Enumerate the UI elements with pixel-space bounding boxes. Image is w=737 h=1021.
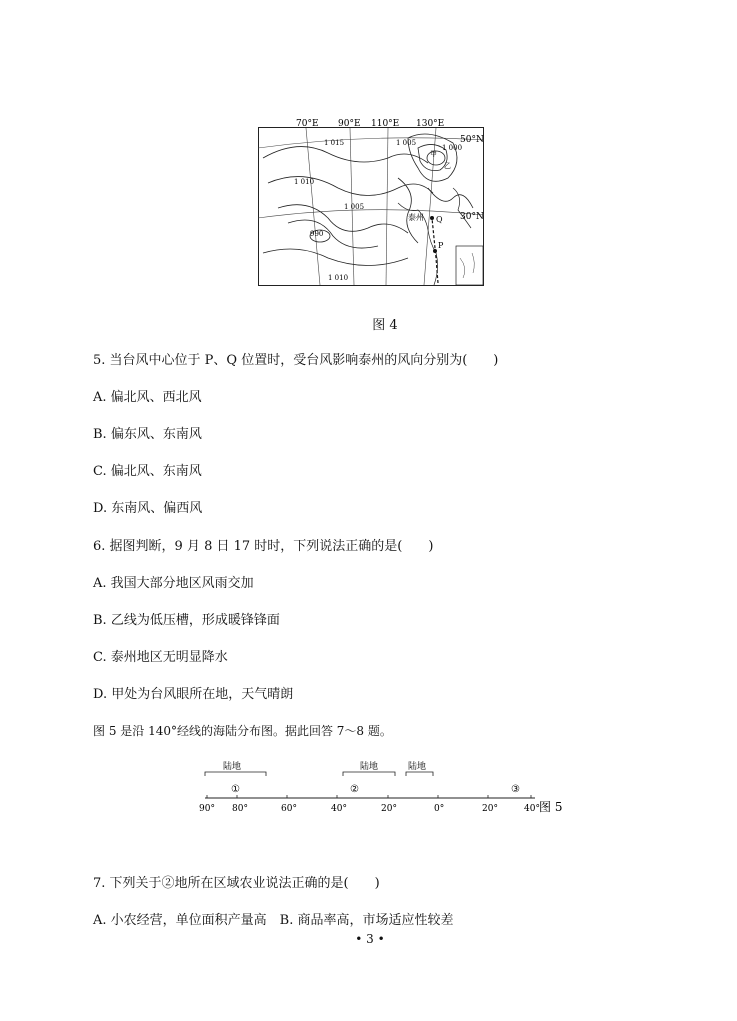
figure4-caption: 图 4 bbox=[372, 318, 398, 333]
q6-option-d[interactable]: D. 甲处为台风眼所在地，天气晴朗 bbox=[93, 687, 294, 702]
lon-label: 70°E bbox=[296, 119, 319, 129]
q5-option-c[interactable]: C. 偏北风、东南风 bbox=[93, 464, 202, 479]
question-5-stem: 5. 当台风中心位于 P、Q 位置时，受台风影响泰州的风向分别为( ) bbox=[93, 353, 499, 368]
lon-label: 130°E bbox=[416, 119, 445, 129]
q5-option-a[interactable]: A. 偏北风、西北风 bbox=[93, 390, 202, 405]
isobar-label: 1 005 bbox=[396, 139, 417, 147]
isobar-label: 1 015 bbox=[324, 139, 345, 147]
place-label-jia: 甲 bbox=[430, 150, 437, 158]
axis-tick-label: 80° bbox=[232, 804, 248, 814]
axis-tick-label: 20° bbox=[482, 804, 498, 814]
isobar-label: 990 bbox=[310, 230, 324, 238]
place-label-p: P bbox=[438, 241, 444, 250]
land-label-3: 陆地 bbox=[408, 762, 427, 772]
q6-option-a[interactable]: A. 我国大部分地区风雨交加 bbox=[93, 576, 254, 591]
isobar-label: 1 005 bbox=[344, 203, 365, 211]
place-label-taizhou: 泰州 bbox=[408, 213, 424, 222]
q5-option-d[interactable]: D. 东南风、偏西风 bbox=[93, 501, 203, 516]
axis-tick-label: 90° bbox=[199, 804, 215, 814]
isobar-label: 1 010 bbox=[294, 178, 315, 186]
figure5-intro: 图 5 是沿 140°经线的海陆分布图。据此回答 7～8 题。 bbox=[93, 724, 392, 738]
question-6-stem: 6. 据图判断，9 月 8 日 17 时时，下列说法正确的是( ) bbox=[93, 539, 434, 554]
question-7-stem: 7. 下列关于②地所在区域农业说法正确的是( ) bbox=[93, 876, 380, 891]
place-label-yi: 乙 bbox=[444, 162, 451, 170]
lat-label: 50°N bbox=[460, 135, 484, 145]
land-label-1: 陆地 bbox=[223, 762, 242, 772]
place-label-q: Q bbox=[436, 215, 443, 224]
marker-3: ③ bbox=[511, 784, 520, 795]
axis-tick-label: 40° bbox=[524, 804, 540, 814]
q6-option-b[interactable]: B. 乙线为低压槽，形成暖锋锋面 bbox=[93, 613, 280, 628]
lon-label: 90°E bbox=[338, 119, 361, 129]
q5-option-b[interactable]: B. 偏东风、东南风 bbox=[93, 427, 202, 442]
axis-tick-label: 40° bbox=[331, 804, 347, 814]
weather-map-figure bbox=[258, 118, 484, 286]
lon-label: 110°E bbox=[371, 119, 400, 129]
axis-tick-label: 60° bbox=[281, 804, 297, 814]
marker-1: ① bbox=[231, 784, 240, 795]
figure5-caption: 图 5 bbox=[539, 800, 563, 814]
marker-2: ② bbox=[350, 784, 359, 795]
q6-option-c[interactable]: C. 泰州地区无明显降水 bbox=[93, 650, 228, 665]
land-sea-axis-figure bbox=[195, 758, 575, 818]
q7-options-ab[interactable]: A. 小农经营，单位面积产量高 B. 商品率高，市场适应性较差 bbox=[93, 913, 454, 928]
page-number: • 3 • bbox=[355, 932, 385, 946]
axis-tick-label: 0° bbox=[434, 804, 445, 814]
axis-tick-label: 20° bbox=[381, 804, 397, 814]
isobar-label: 1 010 bbox=[328, 274, 349, 282]
isobar-label: 1 000 bbox=[442, 144, 463, 152]
land-label-2: 陆地 bbox=[360, 762, 379, 772]
lat-label: 30°N bbox=[460, 212, 484, 222]
